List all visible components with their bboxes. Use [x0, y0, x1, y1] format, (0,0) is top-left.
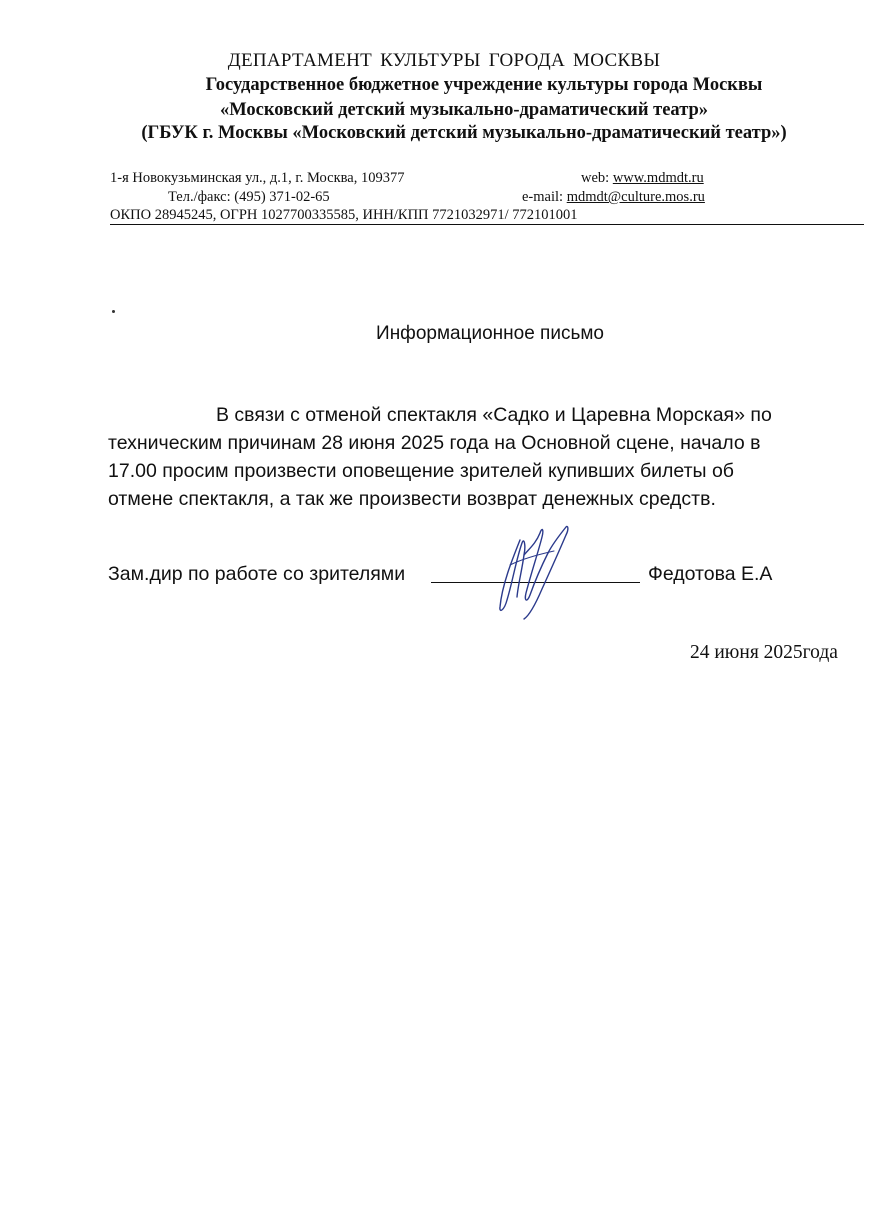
- letter-subject: Информационное письмо: [376, 323, 604, 344]
- email-link[interactable]: mdmdt@culture.mos.ru: [566, 189, 705, 205]
- signer-name: Федотова Е.А: [648, 563, 773, 585]
- department-title: ДЕПАРТАМЕНТ КУЛЬТУРЫ ГОРОДА МОСКВЫ: [227, 50, 661, 71]
- body-line: техническим причинам 28 июня 2025 года на Основной сцене, начало в: [108, 432, 761, 454]
- body-line: В связи с отменой спектакля «Садко и Царевна Морская» по: [216, 404, 772, 426]
- body-line: 17.00 просим произвести оповещение зрителей купивших билеты об: [108, 460, 734, 482]
- address: 1-я Новокузьминская ул., д.1, г. Москва, 109377: [110, 170, 405, 186]
- letter-body: [108, 401, 848, 513]
- registration-codes: ОКПО 28945245, ОГРН 1027700335585, ИНН/КПП 7721032971/ 772101001: [110, 207, 864, 225]
- org-name-line-2: «Московский детский музыкально-драматический театр»: [219, 100, 709, 120]
- phone: Тел./факс: (495) 371-02-65: [168, 189, 330, 205]
- email-label: e-mail:: [522, 189, 567, 205]
- stray-dot: [112, 310, 115, 313]
- web-label: web:: [581, 170, 613, 186]
- handwritten-signature-icon: [480, 515, 580, 620]
- letter-date: 24 июня 2025года: [690, 642, 838, 663]
- email-block: [522, 189, 705, 206]
- org-name-line-3: (ГБУК г. Москвы «Московский детский музыкально-драматический театр»): [141, 123, 787, 143]
- body-line: отмене спектакля, а так же произвести возврат денежных средств.: [108, 488, 716, 510]
- signer-position: Зам.дир по работе со зрителями: [108, 563, 406, 585]
- org-name-line-1: Государственное бюджетное учреждение культуры города Москвы: [205, 75, 763, 95]
- web-block: [581, 170, 704, 187]
- web-link[interactable]: www.mdmdt.ru: [612, 170, 704, 186]
